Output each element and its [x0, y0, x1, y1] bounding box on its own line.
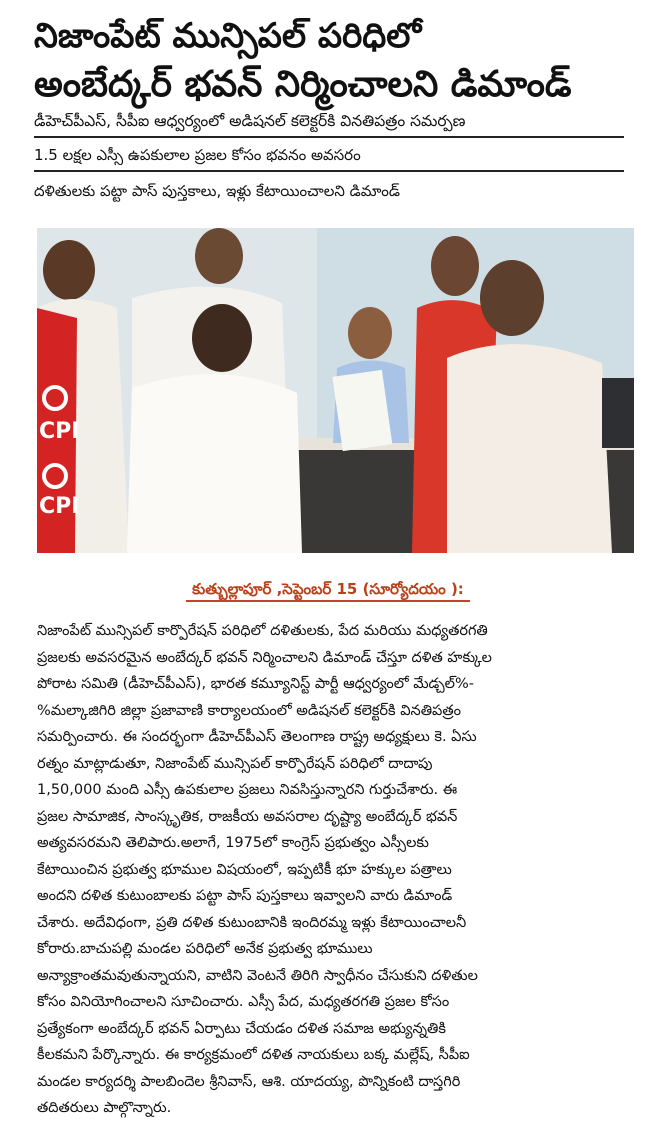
article-line: మండల కార్యదర్శి పాలబిందెల శ్రీనివాస్, ఆశి. యాదయ్య, పొన్నికంటి దాస్తగిరి — [37, 1073, 461, 1090]
article-body — [37, 618, 637, 1122]
article-line: ప్రత్యేకంగా అంబేద్కర్ భవన్ ఏర్పాటు చేయడం దళిత సమాజ అభ్యున్నతికి — [37, 1020, 446, 1037]
news-photo — [37, 228, 634, 553]
article-line: అత్యవసరమని తెలిపారు.అలాగే, 1975లో కాంగ్రెస్ ప్రభుత్వం ఎస్సీలకు — [37, 835, 429, 851]
flag-text-2: CPI — [39, 494, 80, 519]
article-line: ప్రజల సామాజిక, సాంస్కృతిక, రాజకీయ అవసరాల దృష్ట్యా అంబేద్కర్ భవన్ — [37, 808, 458, 825]
subhead-2: 1.5 లక్షల ఎస్సీ ఉపకులాల ప్రజల కోసం భవనం అవసరం — [34, 144, 624, 172]
dateline-text: కుత్బుల్లాపూర్ ,సెప్టెంబర్ 15 (సూర్యోదయం ): — [186, 580, 470, 602]
article-line: పోరాట సమితి (డీహెచ్‌పీఎస్), భారత కమ్యూనిస్ట్ పార్టీ ఆధ్వర్యంలో మేడ్చల్%- — [37, 676, 474, 692]
right-man-figure — [447, 344, 612, 553]
article-line: కోసం వినియోగించాలని సూచించారు. ఎస్సీ పేద, మధ్యతరగతి ప్రజల కోసం — [37, 994, 450, 1010]
article-line: కేటాయించిన ప్రభుత్వ భూముల విషయంలో, ఇప్పటికీ భూ హక్కుల పత్రాలు — [37, 861, 452, 878]
article-line: సమర్పించారు. ఈ సందర్భంగా డీహెచ్‌పీఎస్ తెలంగాణ రాష్ట్ర అధ్యక్షులు కె. ఏసు — [37, 729, 477, 745]
article-line: ప్రజలకు అవసరమైన అంబేద్కర్ భవన్ నిర్మించాలని డిమాండ్ చేస్తూ దళిత హక్కుల — [37, 649, 492, 666]
photo-illustration — [37, 228, 634, 553]
article-line: చేశారు. అదేవిధంగా, ప్రతి దళిత కుటుంబానికి ఇందిరమ్మ ఇళ్లు కేటాయించాలనీ — [37, 914, 467, 931]
article-line: రత్నం మాట్లాడుతూ, నిజాంపేట్ మున్సిపల్ కార్పొరేషన్ పరిధిలో దాదాపు — [37, 755, 433, 772]
article-line: నిజాంపేట్ మున్సిపల్ కార్పొరేషన్ పరిధిలో దళితులకు, పేద మరియు మధ్యతరగతి — [37, 623, 488, 639]
article-line: 1,50,000 మంది ఎస్సీ ఉపకులాల ప్రజలు నివసిస్తున్నారని గుర్తుచేశారు. ఈ — [37, 782, 458, 798]
dateline — [0, 580, 656, 602]
article-line: %మల్కాజిగిరి జిల్లా ప్రజావాణి కార్యాలయంలో అడిషనల్ కలెక్టర్‌కి వినతిపత్రం — [37, 702, 461, 719]
headline-line-1: నిజాంపేట్ మున్సిపల్ పరిధిలో — [34, 16, 422, 56]
subhead-1: డీహెచ్‌పీఎస్, సీపీఐ ఆధ్వర్యంలో అడిషనల్ కలెక్టర్‌కి వినతిపత్రం సమర్పణ — [34, 110, 624, 138]
memorandum-paper — [332, 370, 392, 451]
article-line: అన్యాక్రాంతమవుతున్నాయని, వాటిని వెంటనే తిరిగి స్వాధీనం చేసుకుని దళితుల — [37, 967, 478, 984]
article-line: కోరారు.బాచుపల్లి మండల పరిధిలో అనేక ప్రభుత్వ భూములు — [37, 941, 373, 957]
article-line: తదితరులు పాల్గొన్నారు. — [37, 1100, 172, 1116]
article-line: కీలకమని పేర్కొన్నారు. ఈ కార్యక్రమంలో దళిత నాయకులు బక్క మల్లేష్, సీపీఐ — [37, 1047, 470, 1063]
article-line: అందని దళిత కుటుంబాలకు పట్టా పాస్ పుస్తకాలు ఇవ్వాలని వారు డిమాండ్ — [37, 888, 453, 904]
headline-line-2: అంబేద్కర్ భవన్ నిర్మించాలని డిమాండ్ — [34, 64, 572, 105]
subhead-3: దళితులకు పట్టా పాస్ పుస్తకాలు, ఇళ్లు కేటాయించాలని డిమాండ్ — [34, 182, 400, 200]
front-man-figure — [127, 374, 302, 553]
flag-text-1: CPI — [39, 419, 80, 444]
